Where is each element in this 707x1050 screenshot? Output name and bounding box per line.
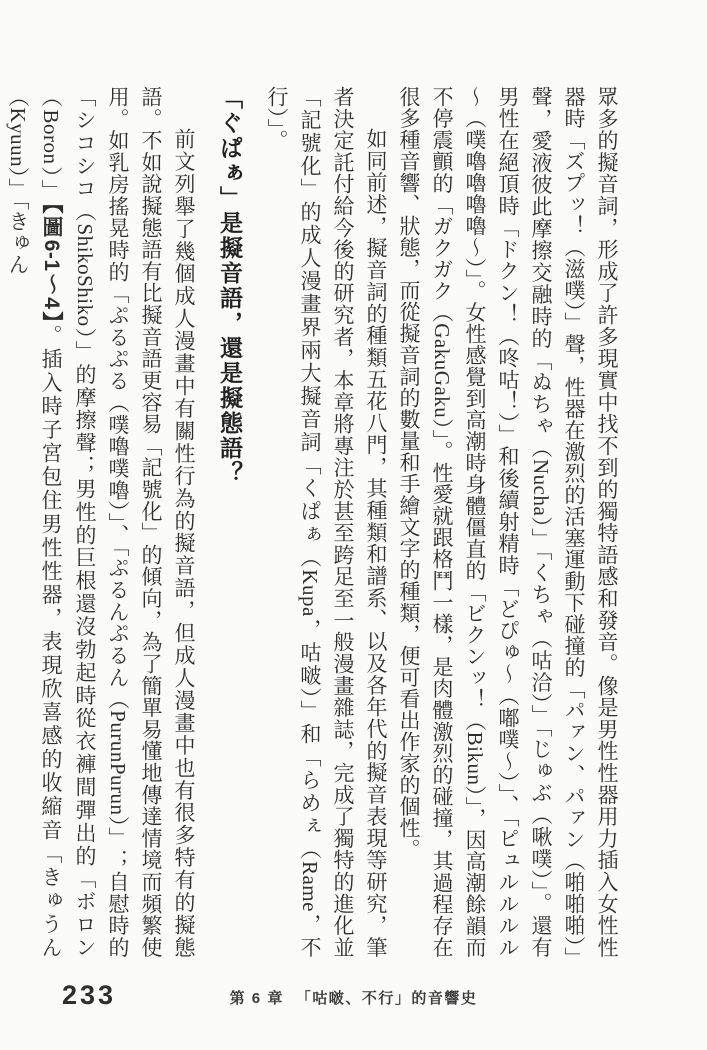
chapter-label: 第 6 章 <box>229 990 284 1007</box>
running-footer <box>0 987 707 1008</box>
figure-reference: 【圖6-1～4】 <box>40 203 63 325</box>
paragraph-1: 眾多的擬音詞，形成了許多現實中找不到的獨特語感和發音。像是男性性器用力插入女性性器時「ズプッ！（滋噗）」聲，性器在激烈的活塞運動下碰撞的「パァン、パァン（啪啪啪）」聲，愛液彼此摩擦交融時的「ぬちゃ（Nucha）」「くちゃ（咕洽）」「じゅぶ（啾噗）」。還有男性在絕頂時「ドクン！（咚咕！）」和後續射精時「どぴゅ～（嘟噗～）」、「ピュルルルル～（噗嚕嚕嚕嚕～）」。女性感覺到高潮時身體僵直的「ビクンッ！（Bikun）」，因高潮餘韻而不停震顫的「ガクガク（GakuGaku）」。性愛就跟格鬥一樣，是肉體激烈的碰撞，其過程存在很多種音響、狀態，而從擬音詞的數量和手繪文字的種類，便可看出作家的個性。 <box>397 86 619 958</box>
paragraph-2: 如同前述，擬音詞的種類五花八門，其種類和譜系、以及各年代的擬音表現等研究，筆者決定託付給今後的研究者，本章將專注於甚至跨足至一般漫畫雜誌，完成了獨特的進化並「記號化」的成人漫畫界兩大擬音詞「くぱぁ（Kupa，咕啵）」和「らめぇ（Rame，不行）」。 <box>265 86 388 958</box>
paragraph-3-text: 前文列舉了幾個成人漫畫中有關性行為的擬音語，但成人漫畫中也有很多特有的擬態語。不如說擬態語有比擬音語更容易「記號化」的傾向，為了簡單易懂地傳達情境而頻繁使用。如乳房搖晃時的「ぷるぷる（噗嚕噗嚕）」、「ぷるんぷるん（PurunPurun）」；自慰時的「シコシコ（ShikoShiko）」的摩擦聲；男性的巨根還沒勃起時從衣褲間彈出的「ボロン（Boron）」 <box>39 86 196 958</box>
page-number: 233 <box>62 980 117 1010</box>
paragraph-3-text-continued: 。插入時子宮包住男性性器，表現欣喜感的收縮音「きゅうん（Kyuun）」「きゅん <box>6 86 63 959</box>
chapter-title: 「咕啵、不行」的音響史 <box>295 990 478 1007</box>
paragraph-3 <box>1 86 200 958</box>
section-heading: 「ぐぱぁ」是擬音語，還是擬態語？ <box>217 86 243 486</box>
page-footer <box>0 980 707 1022</box>
page-content <box>1 86 623 958</box>
